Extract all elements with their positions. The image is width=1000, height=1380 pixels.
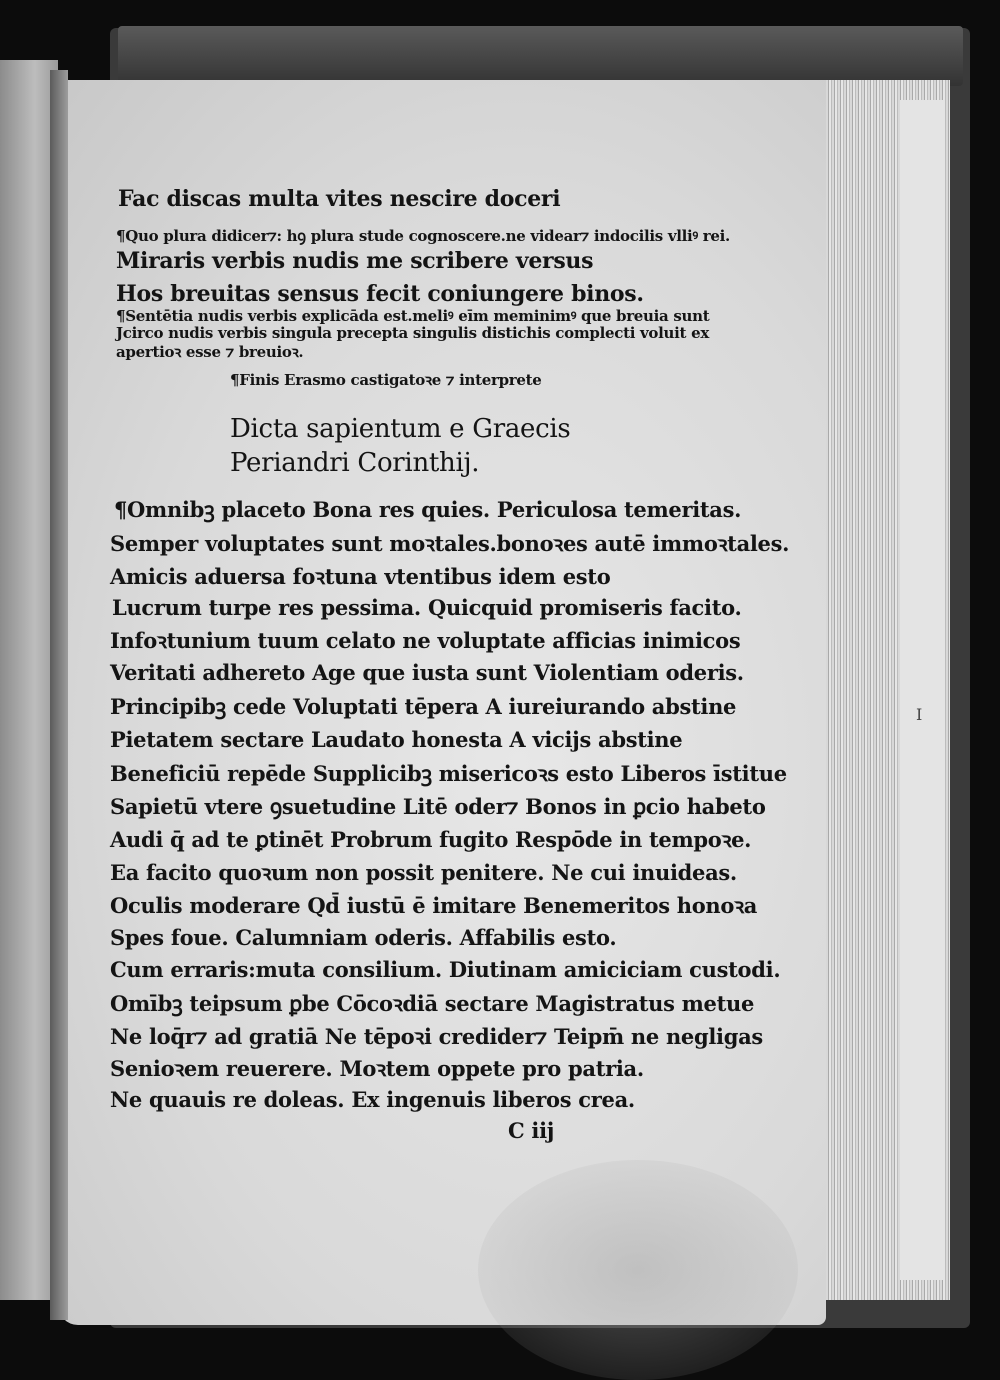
section-heading: Periandri Corinthij. — [230, 448, 480, 478]
text-line: ¶Sentētia nudis verbis explicāda est.meliꝰ eīm meminimꝰ que breuia sunt — [116, 307, 710, 325]
text-line: Spes foue. Calumniam oderis. Affabilis esto. — [110, 925, 617, 950]
binding-top-edge — [118, 26, 963, 86]
text-line: Ne loq̄r⁊ ad gratiā Ne tēpoꝛi credider⁊ Teipm̄ ne negligas — [110, 1024, 763, 1049]
text-line: Hos breuitas sensus fecit coniungere binos. — [116, 281, 644, 307]
text-line: Fac discas multa vites nescire doceri — [118, 186, 561, 212]
text-line: Semper voluptates sunt moꝛtales.bonoꝛes autē immoꝛtales. — [110, 531, 790, 556]
text-line: Principibꝫ cede Voluptati tēpera A iureiurando abstine — [110, 694, 737, 719]
water-stain — [478, 1160, 798, 1380]
text-line: Sapietū vtere ꝯsuetudine Litē oder⁊ Bonos in ꝑcio habeto — [110, 794, 766, 819]
text-line: Miraris verbis nudis me scribere versus — [116, 248, 594, 274]
text-line: Lucrum turpe res pessima. Quicquid promiseris facito. — [112, 595, 742, 620]
section-heading: Dicta sapientum e Graecis — [230, 414, 571, 444]
text-line: Senioꝛem reuerere. Moꝛtem oppete pro patria. — [110, 1056, 644, 1081]
text-line: Beneficiū repēde Supplicibꝫ misericoꝛs esto Liberos īstitue — [110, 761, 787, 786]
text-line: Ne quauis re doleas. Ex ingenuis liberos crea. — [110, 1087, 635, 1112]
text-line: Oculis moderare Qd̄ iustū ē imitare Benemeritos honoꝛa — [110, 893, 758, 918]
text-line: Amicis aduersa foꝛtuna vtentibus idem esto — [110, 564, 611, 589]
text-line: ¶Omnibꝫ placeto Bona res quies. Periculosa temeritas. — [114, 497, 742, 522]
text-line: Omībꝫ teipsum ꝑbe Cōcoꝛdiā sectare Magistratus metue — [110, 991, 755, 1016]
text-line: Pietatem sectare Laudato honesta A vicijs abstine — [110, 727, 683, 752]
text-line: Cum erraris:muta consilium. Diutinam amiciciam custodi. — [110, 957, 781, 982]
text-line: Infoꝛtunium tuum celato ne voluptate afficias inimicos — [110, 628, 741, 653]
book-gutter — [50, 70, 68, 1320]
page-stack-right — [900, 100, 945, 1280]
text-line: Ea facito quoꝛum non possit penitere. Ne cui inuideas. — [110, 860, 737, 885]
text-line: ¶Finis Erasmo castigatoꝛe ⁊ interprete — [230, 371, 542, 389]
text-line: ¶Quo plura didicer⁊: hꝯ plura stude cognoscere.ne videar⁊ indocilis vlliꝰ rei. — [116, 227, 730, 245]
text-line: Jcirco nudis verbis singula precepta singulis distichis complecti voluit ex — [116, 324, 709, 342]
signature-mark: C iij — [508, 1118, 555, 1143]
text-line: Veritati adhereto Age que iusta sunt Violentiam oderis. — [110, 660, 744, 685]
text-line: apertioꝛ esse ⁊ breuioꝛ. — [116, 343, 304, 361]
margin-mark: I — [916, 705, 923, 724]
text-line: Audi q̄ ad te ꝑtinēt Probrum fugito Respōde in tempoꝛe. — [110, 827, 752, 852]
